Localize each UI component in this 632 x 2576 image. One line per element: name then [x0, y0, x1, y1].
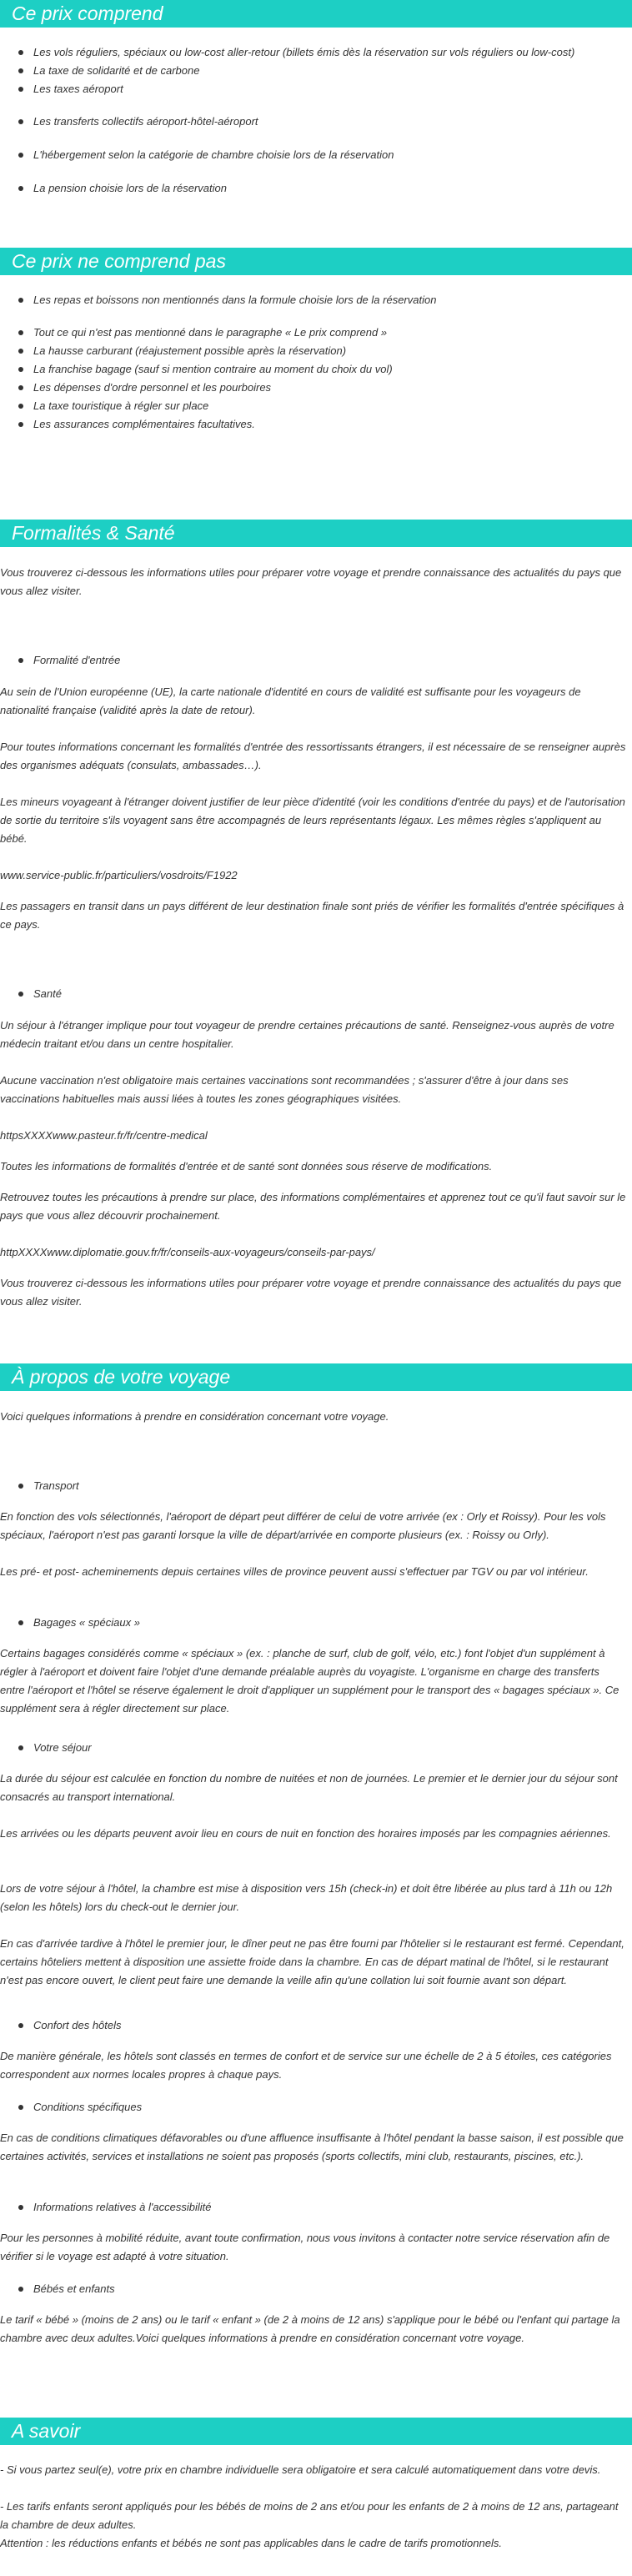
section-title-formalities: Formalités & Santé	[0, 520, 632, 547]
health-link-2[interactable]: httpXXXXwww.diplomatie.gouv.fr/fr/conseils-aux-voyageurs/conseils-par-pays/	[0, 1246, 375, 1258]
section-title-excluded: Ce prix ne comprend pas	[0, 248, 632, 275]
formalities-outro: Vous trouverez ci-dessous les informations utiles pour préparer votre voyage et prendre connaissance des actualités du pays que vous allez visiter.	[0, 1277, 622, 1308]
list-item: La franchise bagage (sauf si mention contraire au moment du choix du vol)	[0, 360, 632, 379]
list-item: La hausse carburant (réajustement possible après la réservation)	[0, 342, 632, 360]
know-line-2: - Les tarifs enfants seront appliqués pour les bébés de moins de 2 ans et/ou pour les enfants de 2 à moins de 12 ans, partageant la chambre de deux adultes.	[0, 2500, 619, 2531]
baby-subheading: Bébés et enfants	[0, 2281, 115, 2297]
list-item: Les vols réguliers, spéciaux ou low-cost aller-retour (billets émis dès la réservation sur vols réguliers ou low-cost)	[0, 43, 632, 62]
stay-paragraph-1: La durée du séjour est calculée en fonction du nombre de nuitées et non de journées. Le premier et le dernier jour du séjour sont consacrés au transport international.	[0, 1772, 618, 1803]
list-item: La taxe touristique à régler sur place	[0, 397, 632, 415]
know-line-3: Attention : les réductions enfants et bébés ne sont pas applicables dans le cadre de tarifs promotionnels.	[0, 2537, 502, 2549]
list-item: Tout ce qui n'est pas mentionné dans le paragraphe « Le prix comprend »	[0, 324, 632, 342]
baggage-subheading: Bagages « spéciaux »	[0, 1614, 140, 1631]
health-subheading: Santé	[0, 986, 62, 1002]
health-paragraph-1: Un séjour à l'étranger implique pour tout voyageur de prendre certaines précautions de santé. Renseignez-vous auprès de votre médecin traitant et/ou dans un centre hospitalier.	[0, 1019, 614, 1050]
list-item: Les transferts collectifs aéroport-hôtel-aéroport	[0, 113, 632, 131]
specific-subheading: Conditions spécifiques	[0, 2099, 142, 2116]
accessibility-paragraph: Pour les personnes à mobilité réduite, avant toute confirmation, nous vous invitons à contacter notre service réservation afin de vérifier si le voyage est adapté à votre situation.	[0, 2232, 610, 2262]
transport-subheading: Transport	[0, 1478, 79, 1494]
baby-paragraph: Le tarif « bébé » (moins de 2 ans) ou le tarif « enfant » (de 2 à moins de 12 ans) s'applique pour le bébé ou l'enfant qui partage la chambre avec deux adultes.Voici quelques informations à prendre en considération concernant votre voyage.	[0, 2313, 620, 2344]
stay-paragraph-2: Les arrivées ou les départs peuvent avoir lieu en cours de nuit en fonction des horaires imposés par les compagnies aériennes.	[0, 1827, 611, 1840]
excluded-list	[0, 291, 632, 434]
comfort-subheading: Confort des hôtels	[0, 2017, 122, 2034]
list-item: La pension choisie lors de la réservation	[0, 179, 632, 198]
comfort-paragraph: De manière générale, les hôtels sont classés en termes de confort et de service sur une échelle de 2 à 5 étoiles, ces catégories correspondent aux normes locales propres à chaque pays.	[0, 2050, 612, 2081]
section-title-know: A savoir	[0, 2418, 632, 2445]
entry-paragraph-2: Pour toutes informations concernant les formalités d'entrée des ressortissants étrangers, il est nécessaire de se renseigner auprès des organismes adéquats (consulats, ambassades…).	[0, 741, 626, 771]
list-item: Les taxes aéroport	[0, 80, 632, 98]
list-item: Les repas et boissons non mentionnés dans la formule choisie lors de la réservation	[0, 291, 632, 309]
list-item: Les assurances complémentaires facultatives.	[0, 415, 632, 434]
included-list	[0, 43, 632, 198]
list-item: L'hébergement selon la catégorie de chambre choisie lors de la réservation	[0, 146, 632, 164]
transport-paragraph-1: En fonction des vols sélectionnés, l'aéroport de départ peut différer de celui de votre arrivée (ex : Orly et Roissy). Pour les vols spéciaux, l'aéroport n'est pas garanti lorsque la ville de départ/arrivée en comporte plusieurs (ex. : Roissy ou Orly).	[0, 1510, 606, 1541]
entry-link[interactable]: www.service-public.fr/particuliers/vosdroits/F1922	[0, 869, 238, 881]
health-paragraph-2: Aucune vaccination n'est obligatoire mais certaines vaccinations sont recommandées ; s'assurer d'être à jour dans ses vaccinations habituelles mais aussi liées à toutes les zones géographiques visitées.	[0, 1074, 569, 1105]
accessibility-subheading: Informations relatives à l'accessibilité	[0, 2199, 211, 2216]
formalities-intro: Vous trouverez ci-dessous les informations utiles pour préparer votre voyage et prendre connaissance des actualités du pays que vous allez visiter.	[0, 566, 622, 597]
list-item: La taxe de solidarité et de carbone	[0, 62, 632, 80]
entry-subheading: Formalité d'entrée	[0, 652, 120, 669]
entry-paragraph-3: Les mineurs voyageant à l'étranger doivent justifier de leur pièce d'identité (voir les conditions d'entrée du pays) et de l'autorisation de sortie du territoire s'ils voyagent sans être accompagnés de leurs représentants légaux. Les mêmes règles s'appliquent au bébé.	[0, 796, 625, 845]
baggage-paragraph: Certains bagages considérés comme « spéciaux » (ex. : planche de surf, club de golf, vélo, etc.) font l'objet d'un supplément à régler à l'aéroport et doivent faire l'objet d'une demande préalable auprès du voyagiste. L'organisme en charge des transferts entre l'aéroport et l'hôtel se réserve également le droit d'appliquer un supplément pour le transport des « bagages spéciaux ». Ce supplément sera à régler directement sur place.	[0, 1647, 619, 1715]
health-paragraph-4: Retrouvez toutes les précautions à prendre sur place, des informations complémentaires et apprenez tout ce qu'il faut savoir sur le pays que vous allez découvrir prochainement.	[0, 1191, 626, 1222]
stay-paragraph-4: En cas d'arrivée tardive à l'hôtel le premier jour, le dîner peut ne pas être fourni par l'hôtelier si le restaurant est fermé. Cependant, certains hôteliers mettent à disposition une assiette froide dans la chambre. En cas de départ matinal de l'hôtel, si le restaurant n'est pas encore ouvert, le client peut faire une demande la veille afin qu'une collation lui soit fournie avant son départ.	[0, 1937, 624, 1986]
entry-paragraph-1: Au sein de l'Union européenne (UE), la carte nationale d'identité en cours de validité est suffisante pour les voyageurs de nationalité française (validité après la date de retour).	[0, 685, 581, 716]
stay-subheading: Votre séjour	[0, 1740, 92, 1756]
health-link[interactable]: httpsXXXXwww.pasteur.fr/fr/centre-medical	[0, 1129, 208, 1142]
list-item: Les dépenses d'ordre personnel et les pourboires	[0, 379, 632, 397]
know-line-1: - Si vous partez seul(e), votre prix en chambre individuelle sera obligatoire et sera calculé automatiquement dans votre devis.	[0, 2463, 601, 2476]
about-intro: Voici quelques informations à prendre en considération concernant votre voyage.	[0, 1410, 389, 1423]
health-paragraph-3: Toutes les informations de formalités d'entrée et de santé sont données sous réserve de modifications.	[0, 1160, 493, 1173]
transport-paragraph-2: Les pré- et post- acheminements depuis certaines villes de province peuvent aussi s'effectuer par TGV ou par vol intérieur.	[0, 1565, 589, 1578]
section-title-about: À propos de votre voyage	[0, 1363, 632, 1391]
entry-paragraph-4: Les passagers en transit dans un pays différent de leur destination finale sont priés de vérifier les formalités d'entrée spécifiques à ce pays.	[0, 900, 624, 931]
specific-paragraph: En cas de conditions climatiques défavorables ou d'une affluence insuffisante à l'hôtel pendant la basse saison, il est possible que certaines activités, services et installations ne soient pas proposés (sports collectifs, mini club, restaurants, piscines, etc.).	[0, 2132, 624, 2162]
section-title-included: Ce prix comprend	[0, 0, 632, 28]
stay-paragraph-3: Lors de votre séjour à l'hôtel, la chambre est mise à disposition vers 15h (check-in) et doit être libérée au plus tard à 11h ou 12h (selon les hôtels) lors du check-out le dernier jour.	[0, 1882, 613, 1913]
